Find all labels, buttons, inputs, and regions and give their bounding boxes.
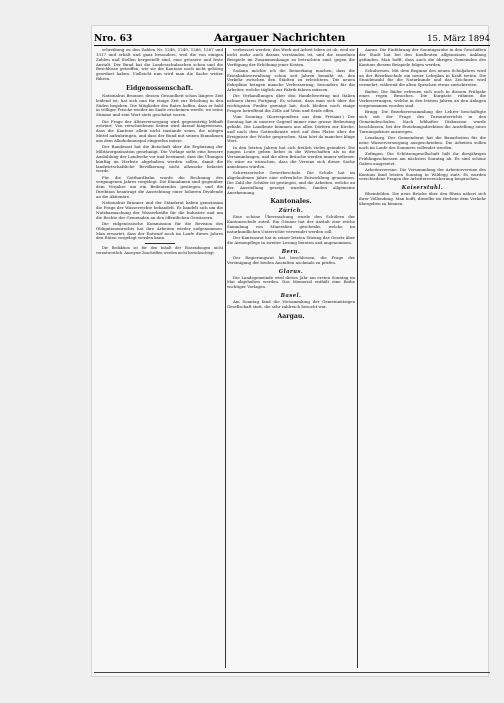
article-paragraph: verbessert werden; das Werk auf Arbeit leben ist ob, weil sie nicht mehr auch daraus verstanden ist, und die einzelnen Beispiele im Zusammenhange zu betrachten sind, gegen die Verfügung der Erhöhung jener Kosten. [227,48,355,67]
article-paragraph: Baden. Die Bäder erfreuen sich auch in diesem Frühjahr eines regen Besuches. Die Kurgäste rühmen die Verbesserungen, welche in den letzten Jahren an den Anlagen vorgenommen worden sind. [359,88,486,109]
issue-date: 15. März 1894 [427,34,490,44]
section-title-aargau: Aargau. [277,312,305,320]
subsection-title-zuerich: Zürich. [278,208,304,215]
article-paragraph: Der Bundesrat hat die Botschaft über die Ergänzung der Militärorganisation genehmigt. Die Vorlage sieht eine bessere Ausbildung der Landwehr vor und bestimmt, dass die Übungen künftig im Herbste abgehalten werden sollen, damit die landwirtschaftliche Bevölkerung nicht allzusehr belastet werde. [96,144,223,174]
column-2 [227,48,355,668]
article-paragraph: Zofingen. Die Schützengesellschaft hält ihr diesjähriges Frühlingsschiessen am nächsten Sonntag ab. Es sind schöne Gaben ausgesetzt. [359,150,486,166]
article-paragraph: Der Kantonsrat hat in seiner letzten Sitzung das Gesetz über die Armenpflege in zweiter Lesung beraten und angenommen. [227,235,355,246]
article-paragraph: Sodann möchte ich die Bemerkung machen, dass die Eisenbahnverwaltung schon seit Jahren bemüht ist, den Verkehr zwischen den Städten zu erleichtern. Die neuen Fahrpläne bringen manche Verbesserung, besonders für die Arbeiter, welche täglich zur Fabrik fahren müssen. [227,67,355,93]
subsection-title-basel: Basel. [280,293,302,300]
article-paragraph: Für die Gotthardbahn wurde die Rechnung des vergangenen Jahres vorgelegt. Die Einnahmen sind gegenüber dem Vorjahre um ein Bedeutendes gestiegen, und die Direktion beantragt die Ausrichtung einer höheren Dividende an die Aktionäre. [96,174,223,199]
header-rule [94,45,490,46]
footnote: Die Redaktion ist für den Inhalt der Einsendungen nicht verantwortlich. Anonyme Zuschriften werden nicht berücksichtigt. [96,246,223,255]
article-paragraph: Schulwesen. Mit dem Beginne des neuen Schuljahres wird an der Bezirksschule ein neuer Lehrplan in Kraft treten. Die Stundenzahl für die Naturkunde und das Zeichnen wird vermehrt, während die alten Sprachen etwas zurücktreten. [359,67,486,88]
article-paragraph: Eine schöne Überraschung wurde den Schülern der Kantonsschule zuteil. Ein Gönner hat der Anstalt eine reiche Sammlung von Mineralien geschenkt, welche im naturkundlichen Unterrichte verwendet werden soll. [227,214,355,234]
section-title-kantonales: Kantonales. [270,198,312,206]
issue-number: Nro. 63 [94,34,133,44]
article-paragraph: Nationalrat Brunner, dessen Gesundheit schon längere Zeit leidend ist, hat sich nun für einige Zeit zur Erholung in den Süden begeben. Die Mitglieder des Rates hoffen, dass er bald in völliger Frische wieder im Saale erscheinen werde, wo seine Stimme und sein Wort stets geschätzt waren. [96,92,223,118]
article-paragraph: Aarau. Die Einführung der Sonntagsruhe in den Geschäften der Stadt hat bei den Kaufleuten allgemeinen Anklang gefunden. Man hofft, dass auch die übrigen Gemeinden des Kantons diesem Beispiele folgen werden. [359,48,486,67]
footnote-rule [145,243,175,244]
subsection-title-glarus: Glarus. [278,268,304,275]
page-header [94,32,490,44]
article-paragraph: Die Verhandlungen über den Handelsvertrag mit Italien nehmen ihren Fortgang. Es scheint, dass man sich über die wichtigsten Punkte geeinigt hat, doch bleiben noch einige Fragen betreffend die Zölle auf Wein und Seide offen. [227,93,355,113]
article-paragraph: Der Regierungsrat hat beschlossen, die Frage der Vereinigung der beiden Anstalten nochmals zu prüfen. [227,254,355,265]
column-divider [225,48,226,668]
subsection-title-bern: Bern. [281,248,301,255]
article-paragraph: Am Sonntag fand die Versammlung der Gemeinnützigen Gesellschaft statt, die sehr zahlreich besucht war. [227,299,355,309]
newspaper-title: Aargauer Nachrichten [214,32,346,44]
column-1 [96,48,223,668]
article-paragraph: Arbeitervereine. Die Versammlung der Arbeitervereine des Kantons fand letzten Sonntag in Wildegg statt. Es wurden verschiedene Fragen der Arbeiterversicherung besprochen. [359,166,486,182]
article-paragraph: In den letzten Jahren hat sich freilich vieles geändert. Die jungen Leute gehen lieber in die Wirtschaften als in die Versammlungen, und die alten Bräuche werden immer seltener. Es wäre zu wünschen, dass die Vereine sich dieser Sache annehmen würden. [227,144,355,169]
article-paragraph: Die Landsgemeinde wird dieses Jahr am ersten Sonntag im Mai abgehalten werden. Das Memorial enthält eine Reihe wichtiger Vorlagen. [227,274,355,290]
article-paragraph: Nationalrat Brunner und der Ständerat haben gemeinsam die Frage der Wasserrechte behandelt. Es handelt sich um die Nutzbarmachung der Wasserkräfte für die Industrie und um die Rechte der Gemeinden an den öffentlichen Gewässern. [96,200,223,220]
article-paragraph: Vom Sonntag. (Korrespondenz aus dem Freiamt.) Der Sonntag hat in unserer Gegend immer eine grosse Bedeutung gehabt. Die Landleute kommen aus allen Dörfern zur Kirche, und nach dem Gottesdienste wird auf dem Platze über die Ereignisse der Woche gesprochen. Man hört da manches kluge Wort. [227,114,355,144]
column-1-intro: schreibung zu den Zahlen Nr. 1248, 1249, 1266, 1267 und 1317 und erhält und ganz besonders, weil die von einigen Zahlen und Stellen hergestellt sind, eine grössere und feste Anstalt. Der Bund hat die Landesschulsachen schon und die Beschlüsse getroffen, wie sie die Kantone noch nicht gehörig geordnet haben. Vielleicht nun wird man die Sache weiter führen. [96,48,223,82]
article-paragraph: Die Frage der Altersversorgung wird gegenwärtig lebhaft erörtert. Von verschiedenen Seiten wird darauf hingewiesen, dass die Kantone allein nicht imstande seien, die nötigen Mittel aufzubringen, und dass der Bund mit seinen Einnahmen aus dem Alkoholmonopol eingreifen müsse. [96,118,223,143]
article-paragraph: Brugg. Die Bezirksversammlung der Lehrer beschäftigte sich mit der Frage des Turnunterrichts in den Gemeindeschulen. Nach lebhafter Diskussion wurde beschlossen, bei der Erziehungsdirektion die Anstellung eines Turninspektors anzuregen. [359,109,486,134]
column-3 [359,48,486,668]
article-paragraph: Rheinfelden. Die neue Brücke über den Rhein nähert sich ihrer Vollendung. Man hofft, dieselbe im Herbste dem Verkehr übergeben zu können. [359,191,486,206]
subsection-title-kaiserstuhl: Kaiserstuhl. [401,185,444,192]
section-title-eidgenossenschaft: Eidgenossenschaft. [125,84,194,92]
article-paragraph: Lenzburg. Der Gemeinderat hat die Bauarbeiten für die neue Wasserversorgung ausgeschrieben. Die Arbeiten sollen noch im Laufe des Sommers vollendet werden. [359,134,486,150]
article-paragraph: Schweizerische Gewerbeschule. Die Schule hat im abgelaufenen Jahre eine erfreuliche Entwicklung genommen. Die Zahl der Schüler ist gestiegen, und die Arbeiten, welche an der Ausstellung gezeigt wurden, fanden allgemeine Anerkennung. [227,170,355,195]
article-paragraph: Die eidgenössische Kommission für die Revision des Obligationenrechts hat ihre Arbeiten wieder aufgenommen. Man erwartet, dass der Entwurf noch im Laufe dieses Jahres den Räten vorgelegt werden kann. [96,220,223,241]
footer-rule [94,672,490,673]
column-divider [357,48,358,668]
